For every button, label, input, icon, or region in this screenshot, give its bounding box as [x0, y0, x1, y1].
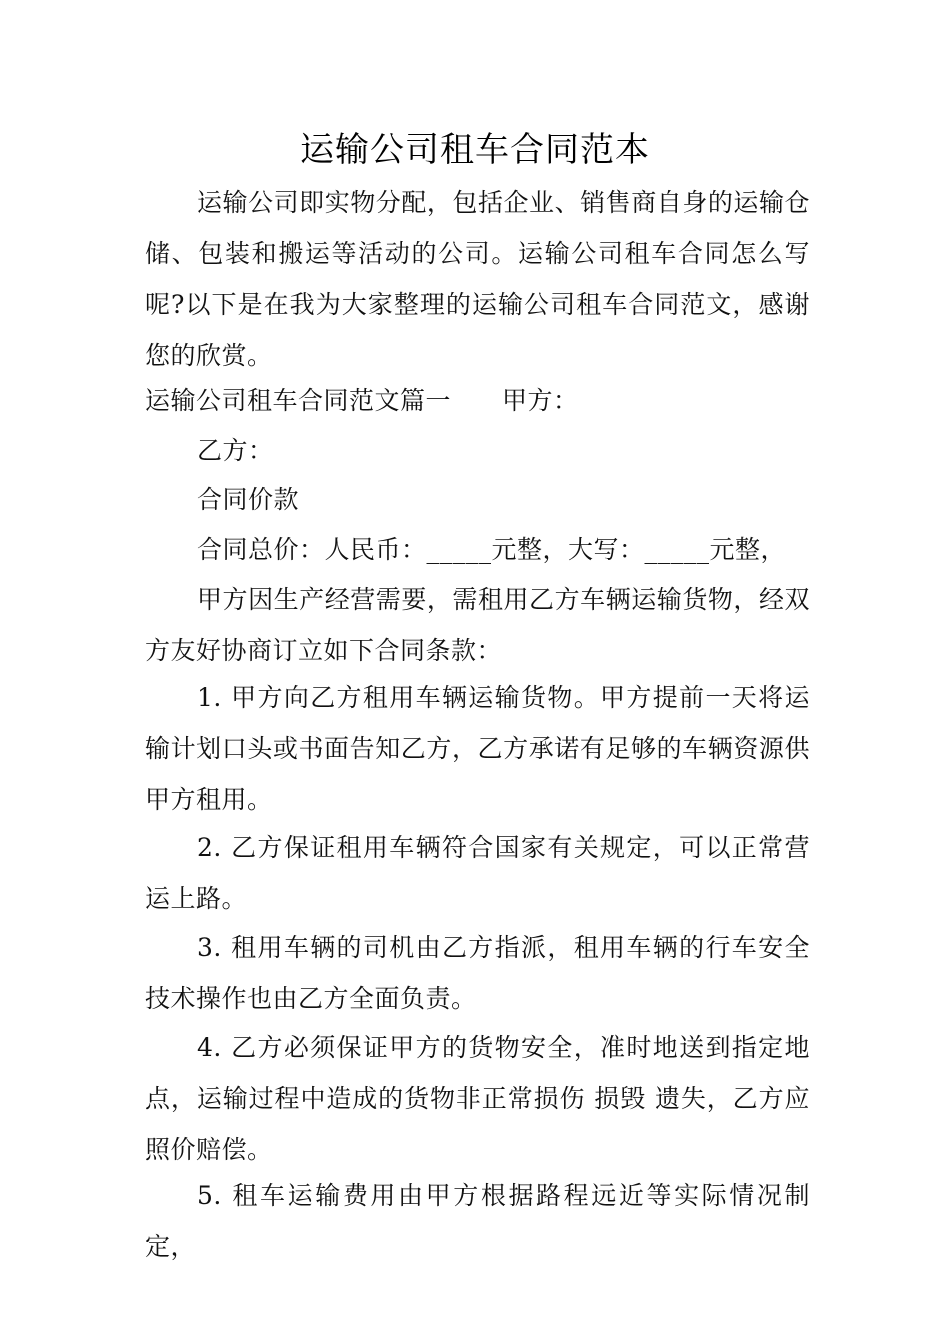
party-b-line: 乙方：	[197, 436, 274, 465]
total-price-line: 合同总价：人民币：_____元整，大写：_____元整，	[197, 535, 787, 564]
price-heading: 合同价款	[197, 485, 300, 514]
clause-4: 4. 乙方必须保证甲方的货物安全，准时地送到指定地点，运输过程中造成的货物非正常损伤 损毁 遗失，乙方应照价赔偿。	[145, 1033, 810, 1164]
clause-5: 5. 租车运输费用由甲方根据路程远近等实际情况制定，	[145, 1181, 810, 1261]
intro-paragraph: 运输公司即实物分配，包括企业、销售商自身的运输仓储、包装和搬运等活动的公司。运输公司租车合同怎么写呢?以下是在我为大家整理的运输公司租车合同范文，感谢您的欣赏。	[145, 188, 810, 370]
clause-2: 2. 乙方保证租用车辆符合国家有关规定，可以正常营运上路。	[145, 833, 810, 913]
section-heading-party-a: 运输公司租车合同范文篇一 甲方：	[145, 386, 579, 415]
clause-1: 1. 甲方向乙方租用车辆运输货物。甲方提前一天将运输计划口头或书面告知乙方，乙方承诺有足够的车辆资源供甲方租用。	[145, 683, 810, 814]
clause-3: 3. 租用车辆的司机由乙方指派，租用车辆的行车安全技术操作也由乙方全面负责。	[145, 933, 810, 1013]
document-title: 运输公司租车合同范本	[300, 130, 650, 170]
preamble-paragraph: 甲方因生产经营需要，需租用乙方车辆运输货物，经双方友好协商订立如下合同条款：	[145, 585, 810, 665]
